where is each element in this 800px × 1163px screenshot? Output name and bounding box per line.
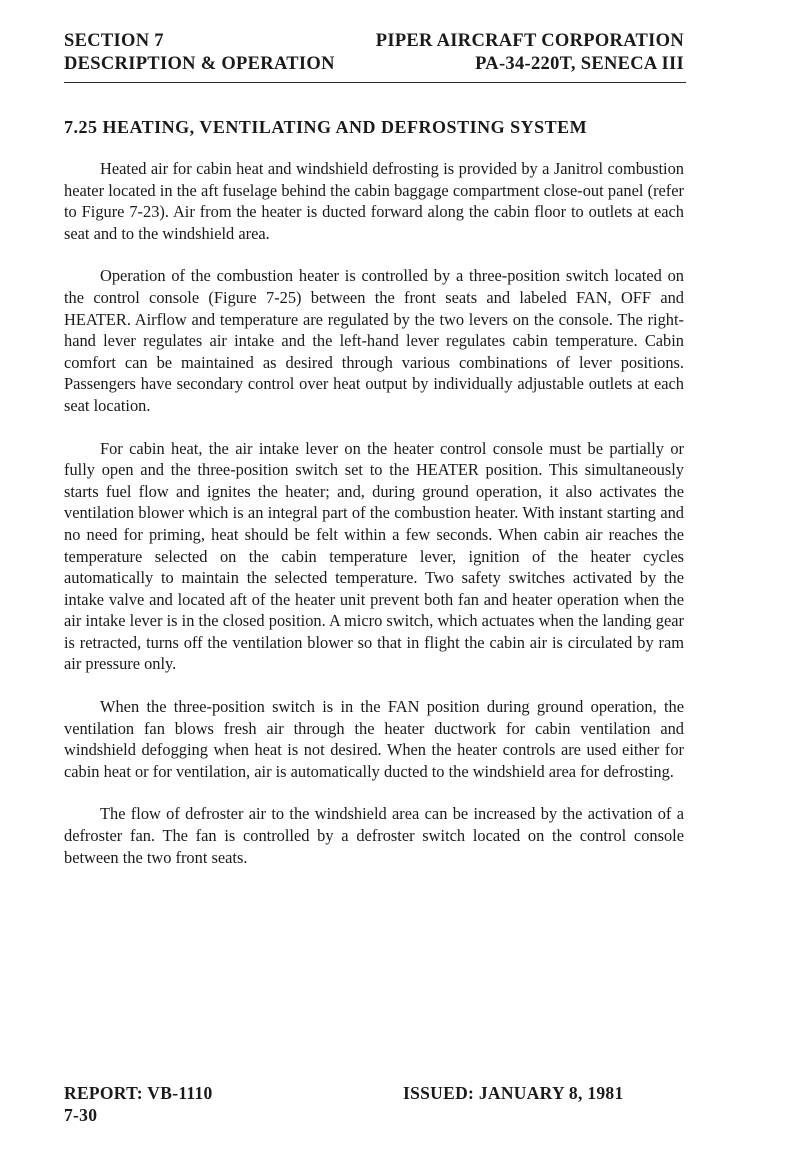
page-footer bbox=[64, 1082, 684, 1126]
footer-issued: ISSUED: JANUARY 8, 1981 bbox=[403, 1083, 624, 1103]
header-row-bottom bbox=[64, 53, 684, 76]
header-model: PA-34-220T, SENECA III bbox=[475, 54, 684, 74]
footer-row bbox=[64, 1082, 684, 1104]
page-header bbox=[64, 30, 684, 76]
footer-report: REPORT: VB-1110 bbox=[64, 1083, 213, 1103]
paragraph-fan-position: When the three-position switch is in the FAN position during ground operation, the ventilation fan blows fresh air through the heater ductwork for cabin ventilation and windshield defogging when heat is not desired. When the heater controls are used either for cabin heat or for ventilation, air is automatically ducted to the windshield area for defrosting. bbox=[64, 697, 684, 781]
header-row-top bbox=[64, 30, 684, 53]
section-title: 7.25 HEATING, VENTILATING AND DEFROSTING SYSTEM bbox=[64, 117, 588, 137]
page-number: 7-30 bbox=[64, 1105, 98, 1125]
header-divider bbox=[64, 82, 686, 83]
header-chapter: DESCRIPTION & OPERATION bbox=[64, 54, 335, 74]
header-company: PIPER AIRCRAFT CORPORATION bbox=[375, 31, 684, 51]
header-section: SECTION 7 bbox=[64, 31, 164, 51]
paragraph-defroster-fan: The flow of defroster air to the windshield area can be increased by the activation of a defroster fan. The fan is controlled by a defroster switch located on the control console between the two front seats. bbox=[64, 804, 684, 867]
paragraph-heater-operation: Operation of the combustion heater is controlled by a three-position switch located on the control console (Figure 7-25) between the front seats and labeled FAN, OFF and HEATER. Airflow and temperature are regulated by the two levers on the console. The right-hand lever regulates air intake and the left-hand lever regulates cabin temperature. Cabin comfort can be maintained as desired through various combinations of lever positions. Passengers have secondary control over heat output by individually adjustable outlets at each seat location. bbox=[64, 266, 684, 415]
paragraph-cabin-heat: For cabin heat, the air intake lever on the heater control console must be partially or fully open and the three-position switch set to the HEATER position. This simultaneously starts fuel flow and ignites the heater; and, during ground operation, it also activates the ventilation blower which is an integral part of the combustion heater. With instant starting and no need for priming, heat should be felt within a few seconds. When cabin air reaches the temperature selected on the cabin temperature lever, ignition of the heater cycles automatically to maintain the selected temperature. Two safety switches activated by the intake valve and located aft of the heater unit prevent both fan and heater operation when the air intake lever is in the closed position. A micro switch, which actuates when the landing gear is retracted, turns off the ventilation blower so that in flight the cabin air is circulated by ram air pressure only. bbox=[64, 438, 684, 674]
body-text bbox=[64, 158, 684, 889]
paragraph-heated-air: Heated air for cabin heat and windshield defrosting is provided by a Janitrol combustion heater located in the aft fuselage behind the cabin baggage compartment close-out panel (refer to Figure 7-23). Air from the heater is ducted forward along the cabin floor to outlets at each seat and to the windshield area. bbox=[64, 159, 684, 243]
